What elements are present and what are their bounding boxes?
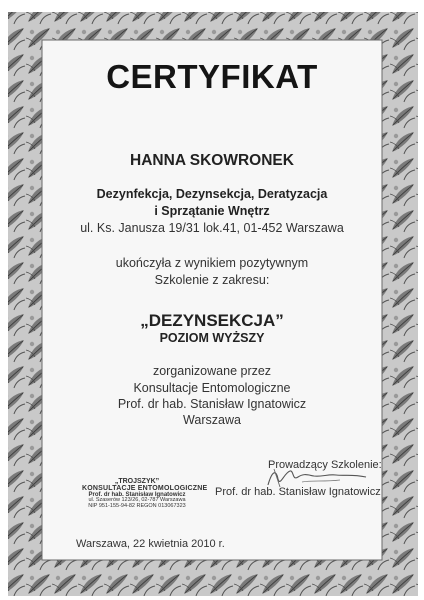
signatory-name: Prof. dr hab. Stanisław Ignatowicz	[215, 486, 381, 498]
organizer-line4: Warszawa	[183, 413, 241, 427]
company-address: ul. Ks. Janusza 19/31 lok.41, 01-452 Warszawa	[80, 221, 344, 235]
stamp-line1: „TROJSZYK”	[114, 478, 160, 485]
organizer-line2: Konsultacje Entomologiczne	[133, 381, 291, 395]
certificate-date: Warszawa, 22 kwietnia 2010 r.	[76, 538, 225, 550]
stamp-line3: Prof. dr hab. Stanisław Ignatowicz	[88, 492, 186, 498]
course-level: POZIOM WYŻSZY	[159, 331, 265, 345]
completion-text-line2: Szkolenie z zakresu:	[154, 273, 270, 287]
stamp-line4: ul. Szaserów 123/26, 02-787 Warszawa	[88, 497, 186, 503]
stamp-line5: NIP 951-155-94-82 REGON 013067323	[88, 502, 186, 509]
stamp-line2: KONSULTACJE ENTOMOLOGICZNE	[82, 485, 208, 492]
organizer-line1: zorganizowane przez	[152, 364, 272, 378]
signatory-label: Prowadzący Szkolenie:	[268, 459, 382, 471]
recipient-name: HANNA SKOWRONEK	[130, 152, 294, 169]
course-name: „DEZYNSEKCJA”	[140, 311, 284, 330]
company-name-line2: i Sprzątanie Wnętrz	[154, 204, 270, 218]
organizer-line3: Prof. dr hab. Stanisław Ignatowicz	[117, 397, 307, 411]
certificate-title: CERTYFIKAT	[106, 58, 318, 95]
company-stamp	[82, 478, 208, 509]
completion-text-line1: ukończyła z wynikiem pozytywnym	[115, 256, 309, 270]
company-name-line1: Dezynfekcja, Dezynsekcja, Deratyzacja	[96, 187, 328, 201]
